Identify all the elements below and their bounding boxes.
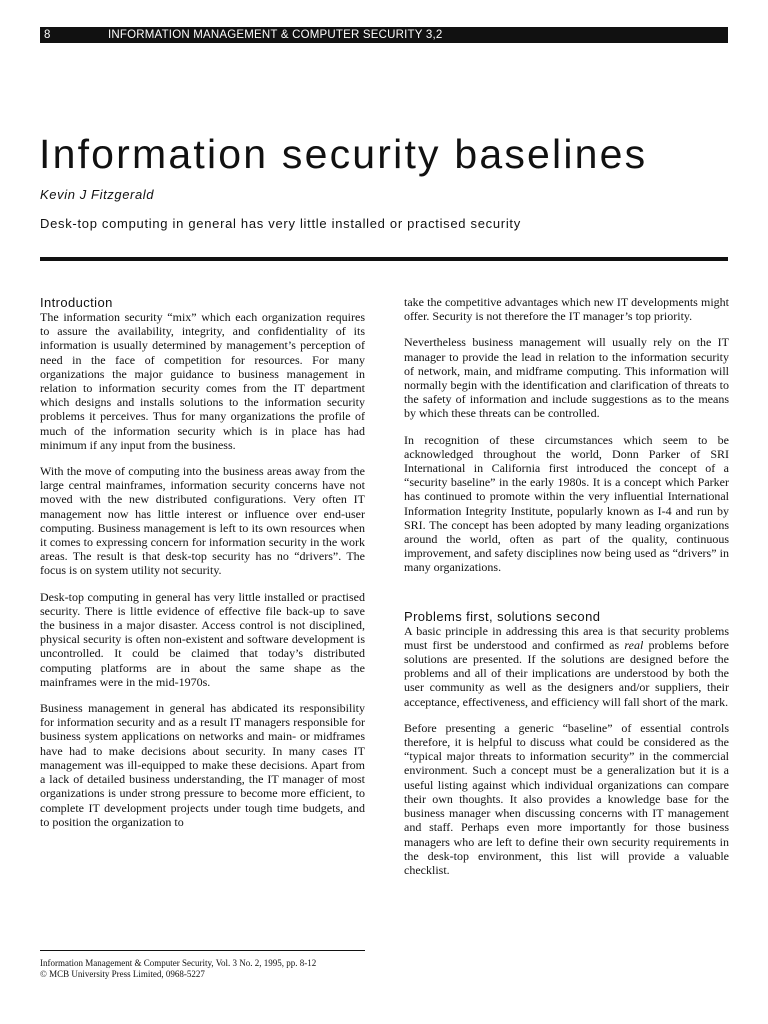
paragraph: take the competitive advantages which new IT developments might offer. Security is not therefore the IT manager’s top priority.: [404, 295, 729, 324]
running-header: [40, 27, 728, 43]
paragraph: Before presenting a generic “baseline” of essential controls therefore, it is helpful to discuss what could be considered as the “typical major threats to information security” in the commercial environment. Such a concept must be a generalization but it is a useful listing against which individual organizations can compare their own thoughts. It also provides a knowledge base for the business manager when discussing concerns with IT management and staff. Perhaps even more importantly for those business managers who are left to define their own security requirements in the desk-top environment, this list will provide a valuable checklist.: [404, 720, 729, 877]
paragraph: [404, 624, 729, 709]
footnote: [40, 958, 370, 980]
author-name: Kevin J Fitzgerald: [40, 187, 155, 202]
heading-introduction: Introduction: [40, 295, 113, 310]
citation: Information Management & Computer Security, Vol. 3 No. 2, 1995, pp. 8-12: [40, 958, 317, 968]
journal-title: INFORMATION MANAGEMENT & COMPUTER SECURITY 3,2: [108, 29, 443, 41]
right-column: [404, 295, 729, 889]
title-divider: [40, 257, 728, 261]
footnote-divider: [40, 950, 365, 951]
paragraph: With the move of computing into the business areas away from the large central mainframes, information security concerns have not moved with the new distributed configurations. Very often IT management now has little interest or influence over end-user computing. Business management is left to its own resources when it comes to expressing concern for information security in the work areas. The result is that desk-top security has no “drivers”. The focus is on system utility not security.: [40, 464, 365, 578]
paragraph: In recognition of these circumstances which seem to be acknowledged throughout the world, Donn Parker of SRI International in California first introduced the concept of a “security baseline” in the early 1980s. It is a concept which Parker has continued to promote within the very influential International Information Integrity Institute, popularly known as I-4 and run by SRI. The concept has been adopted by many leading organizations around the world, often as part of the quality, continuous improvement, and safety disciplines now being used as “drivers” in many organizations.: [404, 432, 729, 575]
article-title: Information security baselines: [39, 131, 648, 177]
article-subtitle: Desk-top computing in general has very little installed or practised security: [40, 216, 521, 231]
paragraph: Desk-top computing in general has very little installed or practised security. There is little evidence of effective file back-up to save the business in a major disaster. Access control is not disciplined, physical security is often non-existent and software development is uncontrolled. It could be claimed that today’s distributed computing platforms are in about the same shape as the mainframes were in the mid-1970s.: [40, 589, 365, 689]
copyright: © MCB University Press Limited, 0968-5227: [40, 969, 205, 979]
section-spacer: [404, 587, 729, 609]
left-column: [40, 295, 365, 841]
paragraph: Business management in general has abdicated its responsibility for information security and as a result IT managers responsible for business system applications on networks and main- or midframes have had to make decisions about security. In many cases IT management was ill-equipped to make these decisions. Apart from a lack of detailed business understanding, the IT manager of most organizations is under strong pressure to become more efficient, to complete IT development projects under tough time budgets, and to position the organization to: [40, 701, 365, 829]
heading-problems-first: Problems first, solutions second: [404, 608, 601, 624]
page-number: 8: [44, 29, 51, 41]
paragraph-text: A basic principle in addressing this area is that security problems must first be understood and confirmed as: [404, 623, 729, 652]
paragraph: Nevertheless business management will usually rely on the IT manager to provide the lead in relation to the information security of network, main, and midframe computing. This information will normally begin with the identification and clarification of threats to the safety of information and include suggestions as to the means by which these threats can be controlled.: [404, 335, 729, 421]
paragraph-text: problems before solutions are presented. If the solutions are designed before the problems and all of their implications are understood by both the user community as well as the designers and/or suppliers, their acceptance, effectiveness, and efficiency will fall short of the mark.: [404, 637, 729, 709]
emphasis-real: real: [624, 637, 644, 652]
paragraph: The information security “mix” which each organization requires to assure the availability, integrity, and confidentiality of its information is usually determined by management’s perception of need in the face of competition for resources. For many organizations the major guidance to business management in relation to information security comes from the IT department which designs and installs solutions to the information security problems it perceives. Thus for many organizations the profile of much of the information security which is in place has had minimum if any input from the business.: [40, 310, 365, 452]
